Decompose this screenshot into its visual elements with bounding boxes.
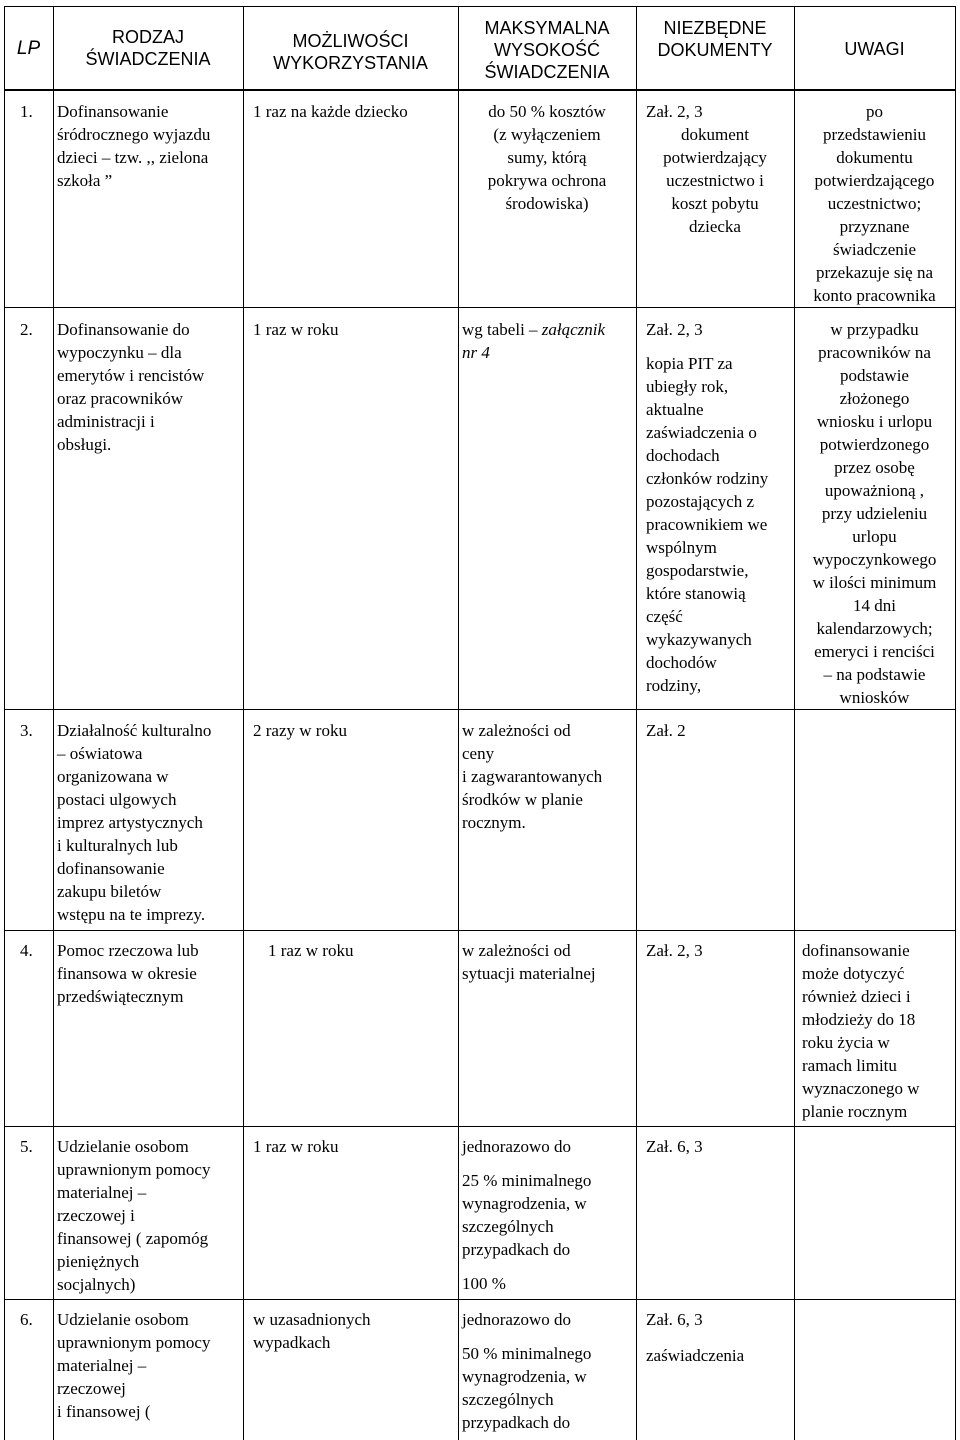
row-1-rodzaj: Dofinansowanie śródrocznego wyjazdu dzieci – tzw. ,, zielona szkoła ” (57, 102, 211, 190)
row-3-lp: 3. (20, 721, 33, 740)
row-divider (4, 1299, 956, 1300)
row-4-dok-head: Zał. 2, 3 (646, 941, 703, 960)
row-2-maks-text: wg tabeli – (462, 320, 542, 339)
row-4-lp: 4. (20, 941, 33, 960)
row-4-maks: w zależności od sytuacji materialnej (462, 941, 596, 983)
row-5-lp: 5. (20, 1137, 33, 1156)
row-1-lp: 1. (20, 102, 33, 121)
row-divider (4, 1126, 956, 1127)
row-2-mozliwosci: 1 raz w roku (253, 320, 339, 339)
column-divider (4, 6, 5, 1440)
column-divider (458, 6, 459, 1440)
row-2-rodzaj: Dofinansowanie do wypoczynku – dla emerytów i rencistów oraz pracowników administracji i obsługi. (57, 320, 205, 454)
row-6-rodzaj: Udzielanie osobom uprawnionym pomocy materialnej – rzeczowej i finansowej ( (57, 1310, 211, 1421)
row-6-maks-a: jednorazowo do (462, 1310, 572, 1329)
row-4-uwagi: dofinansowanie może dotyczyć również dzieci i młodzieży do 18 roku życia w ramach limitu wyznaczonego w planie rocznym (802, 941, 920, 1121)
header-lp: LP (16, 38, 41, 59)
table-border-top (4, 6, 956, 7)
row-divider (4, 930, 956, 931)
header-uwagi: UWAGI (844, 39, 905, 59)
header-divider (4, 89, 956, 91)
row-5-dok-head: Zał. 6, 3 (646, 1137, 703, 1156)
row-3-maks: w zależności od ceny i zagwarantowanych środków w planie rocznym. (462, 721, 603, 832)
row-3-rodzaj: Działalność kulturalno – oświatowa organizowana w postaci ulgowych imprez artystycznych i kulturalnych lub dofinansowanie zakupu biletów wstępu na te imprezy. (57, 721, 212, 924)
row-5-mozliwosci: 1 raz w roku (253, 1137, 339, 1156)
row-3-dok-head: Zał. 2 (646, 721, 686, 740)
row-2-uwagi: w przypadku pracowników na podstawie złożonego wniosku i urlopu potwierdzonego przez osobę upoważnioną , przy udzieleniu urlopu wypoczynkowego w ilości minimum 14 dni kalendarzowych; emeryci i renciści – na podstawie wniosków (812, 320, 937, 707)
row-2-maks-attachment: załącznik nr 4 (462, 320, 606, 362)
header-rodzaj: RODZAJ ŚWIADCZENIA (85, 27, 211, 69)
row-divider (4, 709, 956, 710)
row-divider (4, 307, 956, 308)
row-5-maks-c: 100 % (462, 1274, 506, 1293)
row-5-maks-a: jednorazowo do (462, 1137, 572, 1156)
row-6-mozliwosci: w uzasadnionych wypadkach (253, 1310, 371, 1352)
row-6-dok-head: Zał. 6, 3 (646, 1310, 703, 1329)
row-1-dok-head: Zał. 2, 3 (646, 102, 703, 121)
row-2-lp: 2. (20, 320, 33, 339)
row-4-rodzaj: Pomoc rzeczowa lub finansowa w okresie przedświątecznym (57, 941, 199, 1006)
row-6-dok-body: zaświadczenia (646, 1346, 745, 1365)
row-6-lp: 6. (20, 1310, 33, 1329)
row-5-rodzaj: Udzielanie osobom uprawnionym pomocy materialnej – rzeczowej i finansowej ( zapomóg pieniężnych socjalnych) (57, 1137, 211, 1294)
row-1-maks: do 50 % kosztów (z wyłączeniem sumy, którą pokrywa ochrona środowiska) (487, 102, 607, 213)
column-divider (53, 6, 54, 1440)
row-1-uwagi: po przedstawieniu dokumentu potwierdzającego uczestnictwo; przyznane świadczenie przekazuje się na konto pracownika (813, 102, 936, 305)
row-5-maks-b: 25 % minimalnego wynagrodzenia, w szczególnych przypadkach do (462, 1171, 592, 1259)
header-mozliwosci: MOŻLIWOŚCI WYKORZYSTANIA (273, 31, 428, 73)
row-2-dok-head: Zał. 2, 3 (646, 320, 703, 339)
row-4-mozliwosci: 1 raz w roku (268, 941, 354, 960)
column-divider (955, 6, 956, 1440)
row-6-maks-b: 50 % minimalnego wynagrodzenia, w szczególnych przypadkach do (462, 1344, 592, 1432)
column-divider (243, 6, 244, 1440)
row-3-mozliwosci: 2 razy w roku (253, 721, 347, 740)
row-1-dok-body: dokument potwierdzający uczestnictwo i koszt pobytu dziecka (663, 125, 767, 236)
header-maks: MAKSYMALNA WYSOKOŚĆ ŚWIADCZENIA (484, 18, 610, 82)
row-2-dok-body: kopia PIT za ubiegły rok, aktualne zaświadczenia o dochodach członków rodziny pozostających z pracownikiem we wspólnym gospodarstwie, które stanowią część wykazywanych dochodów rodziny, (646, 354, 769, 695)
row-1-mozliwosci: 1 raz na każde dziecko (253, 102, 408, 121)
row-2-maks (462, 318, 634, 364)
header-dokumenty: NIEZBĘDNE DOKUMENTY (657, 18, 773, 60)
